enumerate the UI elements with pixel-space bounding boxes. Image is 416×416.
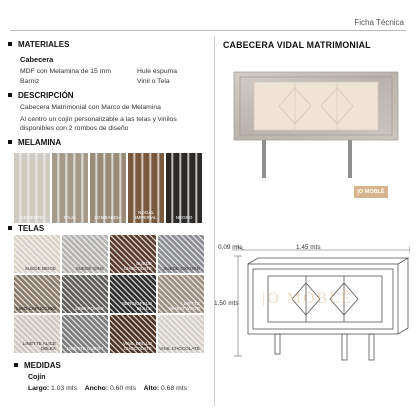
- tela-tile[interactable]: [158, 315, 204, 353]
- descripcion-line-3: disponibles con 2 rombos de diseño: [20, 125, 129, 132]
- tela-tile[interactable]: [158, 235, 204, 273]
- medidas-values: [28, 385, 187, 392]
- melamina-title: MELAMINA: [8, 138, 61, 147]
- tela-tile[interactable]: [14, 235, 60, 273]
- tile-label: SUEDE CHOCOLATE: [123, 260, 152, 271]
- bullet-icon: [8, 226, 12, 230]
- swatch-label: NOGAL IMPERIAL: [135, 210, 157, 220]
- tela-tile[interactable]: [14, 315, 60, 353]
- swatch-label: RAJA: [64, 215, 76, 220]
- alto-label: Alto:: [143, 385, 160, 392]
- tile-label: SUEDE BEIGE: [24, 265, 56, 271]
- largo-label: Largo:: [28, 385, 50, 392]
- melamina-swatch[interactable]: [166, 153, 202, 223]
- tela-tile[interactable]: [14, 275, 60, 313]
- ancho-label: Ancho:: [84, 385, 109, 392]
- bullet-icon: [8, 42, 12, 46]
- tile-label: LINETTE WHEATWOOD: [168, 300, 200, 311]
- materiales-subtitle: Cabecera: [20, 55, 54, 64]
- melamina-swatch[interactable]: [52, 153, 88, 223]
- melamina-swatch[interactable]: [128, 153, 164, 223]
- bullet-icon: [14, 363, 18, 367]
- medidas-title: MEDIDAS: [14, 361, 61, 370]
- brand-logo: |O MOBLĒ: [354, 186, 388, 198]
- swatch-label: NEGRO: [175, 215, 193, 220]
- header-divider: [10, 30, 406, 31]
- materiales-title: MATERIALES: [8, 40, 69, 49]
- descripcion-line-1: Cabecera Matrimonial con Marco de Melamina: [20, 104, 161, 111]
- dim-height: 1.50 mts: [214, 300, 239, 307]
- descripcion-title: DESCRIPCIÓN: [8, 91, 74, 100]
- tela-tile[interactable]: [158, 275, 204, 313]
- tile-label: SUEDE OXFORD: [163, 265, 200, 271]
- tela-tile[interactable]: [62, 315, 108, 353]
- largo-value: 1.03 mts: [51, 385, 78, 392]
- tela-tile[interactable]: [62, 235, 108, 273]
- materiales-line-2-right: Vinil o Tela: [137, 78, 170, 85]
- tile-label: VINIL BRILLO CHOCOLATE: [123, 340, 152, 351]
- bullet-icon: [8, 93, 12, 97]
- tela-tile[interactable]: [110, 235, 156, 273]
- melamina-swatch[interactable]: [90, 153, 126, 223]
- descripcion-line-2: Al centro un cojín personalizable a las telas y vinilos: [20, 116, 177, 123]
- medidas-subtitle: Cojín: [28, 374, 46, 381]
- materiales-line-1-right: Hule espuma: [137, 68, 178, 75]
- tile-label: LINETTE ALICE OBLEA: [22, 340, 56, 351]
- header-title: Ficha Técnica: [354, 18, 404, 27]
- tile-label: SUEDE GRIS: [75, 265, 104, 271]
- tela-tile[interactable]: [110, 275, 156, 313]
- tela-tile[interactable]: [62, 275, 108, 313]
- bullet-icon: [8, 140, 12, 144]
- materiales-line-1-left: MDF con Melamina de 15 mm: [20, 68, 112, 75]
- swatch-label: CEMENTO: [20, 215, 44, 220]
- dim-width: 1.45 mts: [296, 244, 321, 251]
- tela-tile[interactable]: [110, 315, 156, 353]
- tile-label: LINO POMEX: [75, 305, 104, 311]
- tile-label: LINETTE CUBO 1: [66, 345, 104, 351]
- melamina-swatches: [14, 153, 202, 223]
- tile-label: SERGIOPELO BLACK: [121, 300, 152, 311]
- ancho-value: 0.60 mts: [110, 385, 137, 392]
- materiales-line-2-left: Barniz: [20, 78, 40, 85]
- telas-grid: [14, 235, 204, 353]
- product-title: CABECERA VIDAL MATRIMONIAL: [223, 40, 371, 50]
- product-photo: [224, 64, 410, 186]
- swatch-label: LOMBARDIA: [94, 215, 122, 220]
- tile-label: LINO CAPUCCINO: [16, 305, 56, 311]
- tile-label: VINIL CHOCOLATE: [159, 345, 200, 351]
- melamina-swatch[interactable]: [14, 153, 50, 223]
- alto-value: 0.68 mts: [161, 385, 188, 392]
- watermark: |O MOBLĒ: [262, 290, 353, 307]
- dim-depth: 0.09 mts: [218, 244, 243, 251]
- telas-title: TELAS: [8, 224, 44, 233]
